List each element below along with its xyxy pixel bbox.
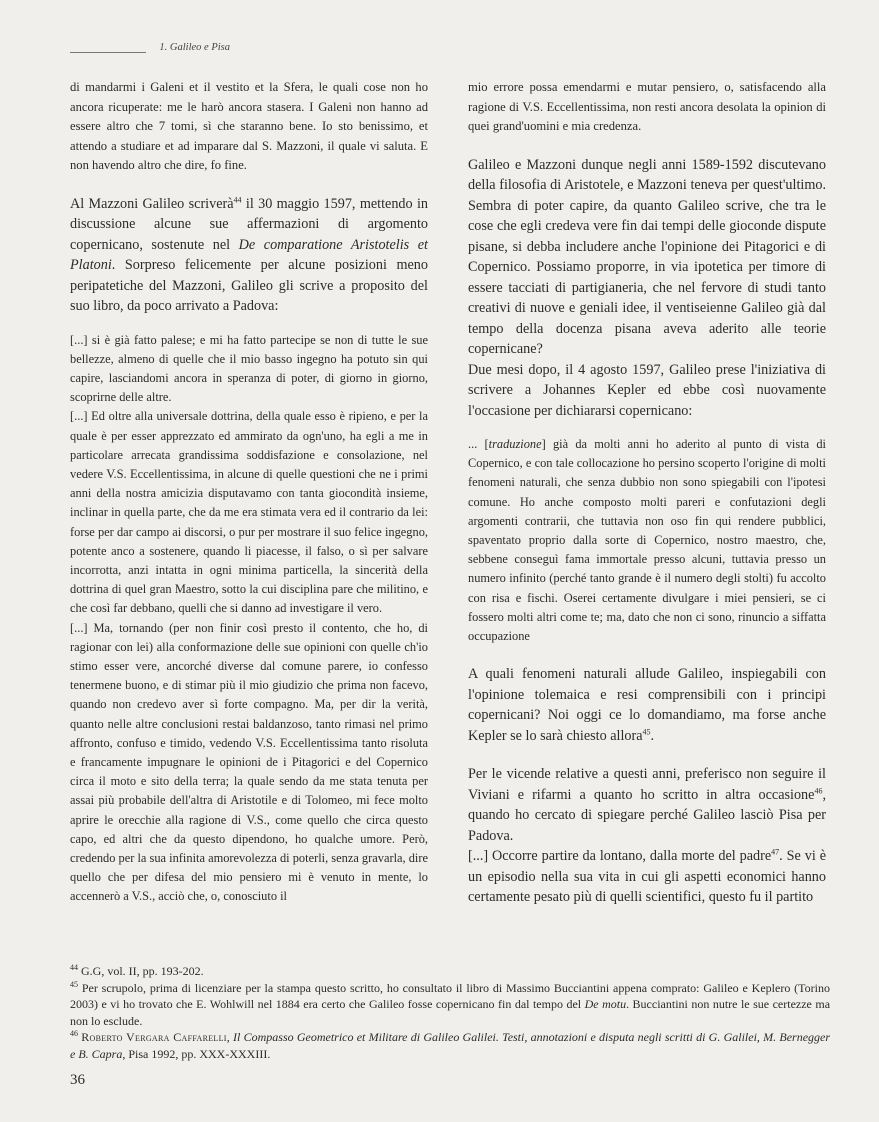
letter-excerpt-ending: di mandarmi i Galeni et il vestito et la Sfera, le quali cose non ho ancora ricuperate: me le harò ancora stasera. I Galeni non hanno ad essere altro che 7 tomi, sì che staranno bene. Io sto benissimo, et attendo a studiare et ad imparare dal S. Mazzoni, il quale vi saluta. E non havendo altro che dire, fo fine. [70,80,428,172]
quote-paragraph-1: [...] si è già fatto palese; e mi ha fatto partecipe se non di tutte le sue bellezze, almeno di quelle che il mio basso ingegno ha potuto sin qui capire, lasciandomi ancora in speranza di poter, di giorno in giorno, scoprirne delle altre. [70,332,428,405]
right-column [468,78,826,908]
footnote-ref-47[interactable]: 47 [771,847,780,857]
footnote-ref-46[interactable]: 46 [814,786,823,795]
left-column [70,78,428,907]
body-paragraph-viviani: Per le vicende relative a questi anni, preferisco non seguire il Viviani e rifarmi a quanto ho scritto in altra occasione$^{46}$, quando ho cercato di spiegare perché Galileo lasciò Pisa per Padova. [468,766,826,844]
body-paragraph-fenomeni: A quali fenomeni naturali allude Galileo, inspiegabili con l'opinione tolemaica e resi comprensibili con i principi copernicani? Noi oggi ce lo domandiamo, ma forse anche Kepler se lo sarà chiesto allora$^{45}$. [468,666,826,744]
quote-continuation: mio errore possa emendarmi e mutar pensiero, o, satisfacendo alla ragione di V.S. Eccellentissima, non resti ancora desolata la opinion di quei grand'uomini e mia credenza. [468,80,826,133]
quote-kepler-letter: ... [traduzione] già da molti anni ho aderito al punto di vista di Copernico, e con tale collocazione ho persino scoperto l'origine di molti fenomeni naturali, che senza dubbio non sono spiegabili con l'ipotesi comune. Ho anche composto molti pareri e confutazioni degli argomenti contrarii, che tuttavia non oso fin qui rendere pubblici, spaventato proprio dalla sorte di Copernico, nostro maestro, che, sebbene conseguì fama immortale presso alcuni, tuttavia presso un numero infinito (perché tanto grande è il numero degli stolti) fu accolto con risa e fischi. Oserei certamente divulgare i miei pensieri, se ci fossero molti altri come te; ma, dato che non ci sono, rinuncio a siffatta occupazione [468,437,826,644]
quote-paragraph-2: [...] Ed oltre alla universale dottrina, della quale esso è ripieno, e per la quale è per esser apprezzato ed ammirato da ogn'uno, ha egli a me in particolare arrecata grandissima soddisfazione e consolazione, nel vedere V.S. Eccellentissima, in alcune di quelle questioni che ne i primi anni della nostra amicizia disputavamo con tanta giocondità insieme, inclinar in quella parte, che da me era stimata vera ed il contrario da lei: forse per dar campo ai discorsi, o pur per mostrare il suo felice ingegno, potente anco a sostenere, quando li piacesse, il falso, o sì per salvare incorrotta, anzi intatta in ogni minima particella, la sincerità della dottrina di quel gran Maestro, sotto la cui disciplina pare che militino, e che così far debbano, quelli che si danno ad investigare il vero. [70,409,428,616]
footnote-45: $^{45}$ Per scrupolo, prima di licenziare per la stampa questo scritto, ho consultato il libro di Massimo Bucciantini appena comprato: Galileo e Keplero (Torino 2003) e vi ho trovato che E. Wohlwill nel 1884 era certo che Galileo fosse copernicano fin dal tempo del De motu. Bucciantini non nutre le sue certezze ma non lo esclude. [70,979,831,1028]
running-head: 1. Galileo e Pisa [159,42,230,53]
body-paragraph-padre: [...] Occorre partire da lontano, dalla morte del padre$^{47}$. Se vi è un episodio nella sua vita in cui gli aspetti economici hanno certamente pesato più di quelli scientifici, questo fu il partito [468,847,826,906]
body-paragraph-mazzoni: Al Mazzoni Galileo scriverà$^{44}$ il 30 maggio 1597, mettendo in discussione alcune sue affermazioni di argomento copernicano, sostenute nel De comparatione Aristotelis et Platoni. Sorpreso felicemente per alcune posizioni meno peripatetiche del Mazzoni, Galileo gli scrive a proposito del suo libro, da poco arrivato a Padova: [70,194,428,314]
page-number: 36 [70,1072,85,1088]
body-paragraph-aristotele: Galileo e Mazzoni dunque negli anni 1589-1592 discutevano della filosofia di Aristotele, e Mazzoni teneva per quest'ultimo. Sembra di poter capire, da quanto Galileo scrive, che tra le cose che egli credeva vere fin dai tempi delle gioconde dispute pisane, si debba includere anche l'opinione dei Pitagorici e di Copernico. Possiamo proporre, in via ipotetica per timore di essere tacciati di partigianeria, che nel fervore di studi tanto creativi di nuove e geniali idee, il ventiseienne Galileo già dal tempo della docenza pisana aveva aderito alle teorie copernicane? [468,156,826,357]
footnote-ref-45[interactable]: 45 [642,727,651,736]
footnote-44: $^{44}$ G.G, vol. II, pp. 193-202. [70,963,204,978]
book-title: De comparatione Aristotelis et Platoni [70,236,428,273]
quote-paragraph-3: [...] Ma, tornando (per non finir così presto il contento, che ho, di ragionar con lei) alla conformazione delle sue opinioni con quelle ch'io stimo esser vere, ancorché diverse dal comune parere, io confesso tenermene buono, e di stimar più il mio giudizio che prima non facevo, quando non credevo aver sì forte compagno. Ma, per dir la verità, quanto nelle altre conclusioni restai baldanzoso, tanto rimasi nel primo affronto, confuso e timido, vedendo V.S. Eccellentissima tanto risoluta e francamente impugnare le opinioni de i Pitagorici e del Copernico circa il moto e sito della terra; la quale sendo da me stata tenuta per assai più probabile dell'altra di Aristotile e di Tolomeo, mi fece molto aprire le orecchie alla ragione di V.S., come quello che circa questo capo, ed altri che da questo dipendono, ho qualche umore. Però, credendo per la sua infinita amorevolezza di poterli, senza gravarla, dire quello che per difesa del mio pensiero mi è venuto in mente, lo accennerò a V.S., acciò che, o, conosciuto il [70,620,428,904]
footnote-46: $^{46}$ Roberto Vergara Caffarelli, Il Compasso Geometrico et Militare di Galileo Galilei. Testi, annotazioni e disputa negli scritti di G. Galilei, M. Bernegger e B. Capra, Pisa 1992, pp. XXX-XXXIII. [70,1029,831,1061]
body-paragraph-kepler: Due mesi dopo, il 4 agosto 1597, Galileo prese l'iniziativa di scrivere a Johannes Kepler ed ebbe così nuovamente l'occasione per dichiararsi copernicano: [468,361,826,419]
footnotes [70,963,830,1062]
footnote-ref-44[interactable]: 44 [233,194,242,204]
